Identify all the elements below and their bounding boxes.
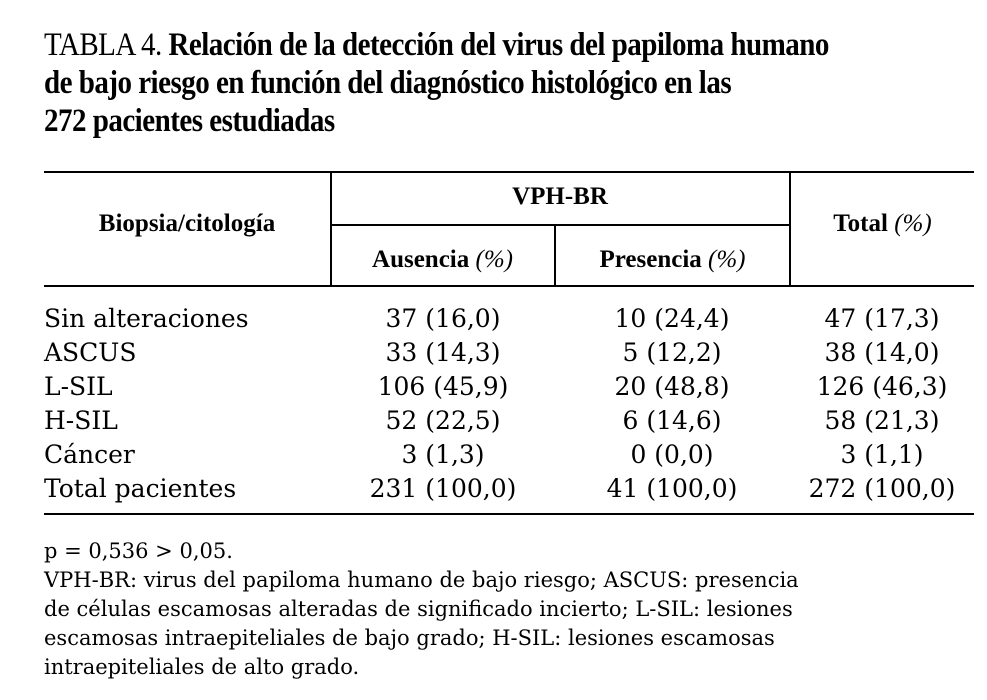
title-text-1: Relación de la detección del virus del papiloma humano xyxy=(168,27,829,63)
header-bottom-rule xyxy=(44,285,974,287)
table-bottom-rule xyxy=(44,513,974,515)
header-col-presence: Presencia (%) xyxy=(599,246,746,273)
header-row-label: Biopsia/citología xyxy=(98,210,276,237)
cell-presence: 20 (48,8) xyxy=(614,372,730,401)
cell-absence: 52 (22,5) xyxy=(385,406,501,435)
cell-absence: 3 (1,3) xyxy=(401,440,485,469)
title-text-2: de bajo riesgo en función del diagnóstico histológico en las xyxy=(44,65,732,101)
p-value-note: p = 0,536 > 0,05. xyxy=(44,539,233,563)
row-label: H-SIL xyxy=(44,406,118,435)
header-col-absence: Ausencia (%) xyxy=(372,246,513,273)
table-row xyxy=(44,404,974,438)
cell-presence: 6 (14,6) xyxy=(622,406,722,435)
row-label: Total pacientes xyxy=(44,474,237,503)
cell-absence: 106 (45,9) xyxy=(377,372,509,401)
cell-presence: 10 (24,4) xyxy=(614,304,730,333)
cell-presence: 0 (0,0) xyxy=(630,440,714,469)
table-title xyxy=(44,26,871,140)
title-text-3: 272 pacientes estudiadas xyxy=(44,103,335,139)
cell-total: 126 (46,3) xyxy=(816,372,948,401)
table-row xyxy=(44,370,974,404)
row-label: Cáncer xyxy=(44,440,135,469)
abbreviations-note-4: intraepiteliales de alto grado. xyxy=(44,655,360,679)
cell-absence: 33 (14,3) xyxy=(385,338,501,367)
table-row xyxy=(44,438,974,472)
cell-total: 38 (14,0) xyxy=(824,338,940,367)
cell-total: 272 (100,0) xyxy=(808,474,956,503)
cell-total: 58 (21,3) xyxy=(824,406,940,435)
table-row xyxy=(44,302,974,336)
cell-presence: 41 (100,0) xyxy=(606,474,738,503)
table-footnotes xyxy=(44,537,974,682)
top-rule xyxy=(44,171,974,173)
row-label: Sin alteraciones xyxy=(44,304,249,333)
table-row-total xyxy=(44,472,974,506)
cell-absence: 231 (100,0) xyxy=(369,474,517,503)
cell-absence: 37 (16,0) xyxy=(385,304,501,333)
table-number: TABLA 4. xyxy=(44,27,162,63)
abbreviations-note-1: VPH-BR: virus del papiloma humano de bajo riesgo; ASCUS: presencia xyxy=(44,568,799,592)
header-col-total: Total (%) xyxy=(833,210,932,237)
table-row xyxy=(44,336,974,370)
cell-presence: 5 (12,2) xyxy=(622,338,722,367)
header-group-vph-br: VPH-BR xyxy=(512,183,608,210)
abbreviations-note-3: escamosas intraepiteliales de bajo grado; H-SIL: lesiones escamosas xyxy=(44,626,775,650)
group-rule xyxy=(331,224,790,226)
cell-total: 3 (1,1) xyxy=(840,440,924,469)
abbreviations-note-2: de células escamosas alteradas de significado incierto; L-SIL: lesiones xyxy=(44,597,793,621)
title-line-1 xyxy=(44,26,871,64)
row-label: L-SIL xyxy=(44,372,113,401)
row-label: ASCUS xyxy=(44,338,137,367)
cell-total: 47 (17,3) xyxy=(824,304,940,333)
